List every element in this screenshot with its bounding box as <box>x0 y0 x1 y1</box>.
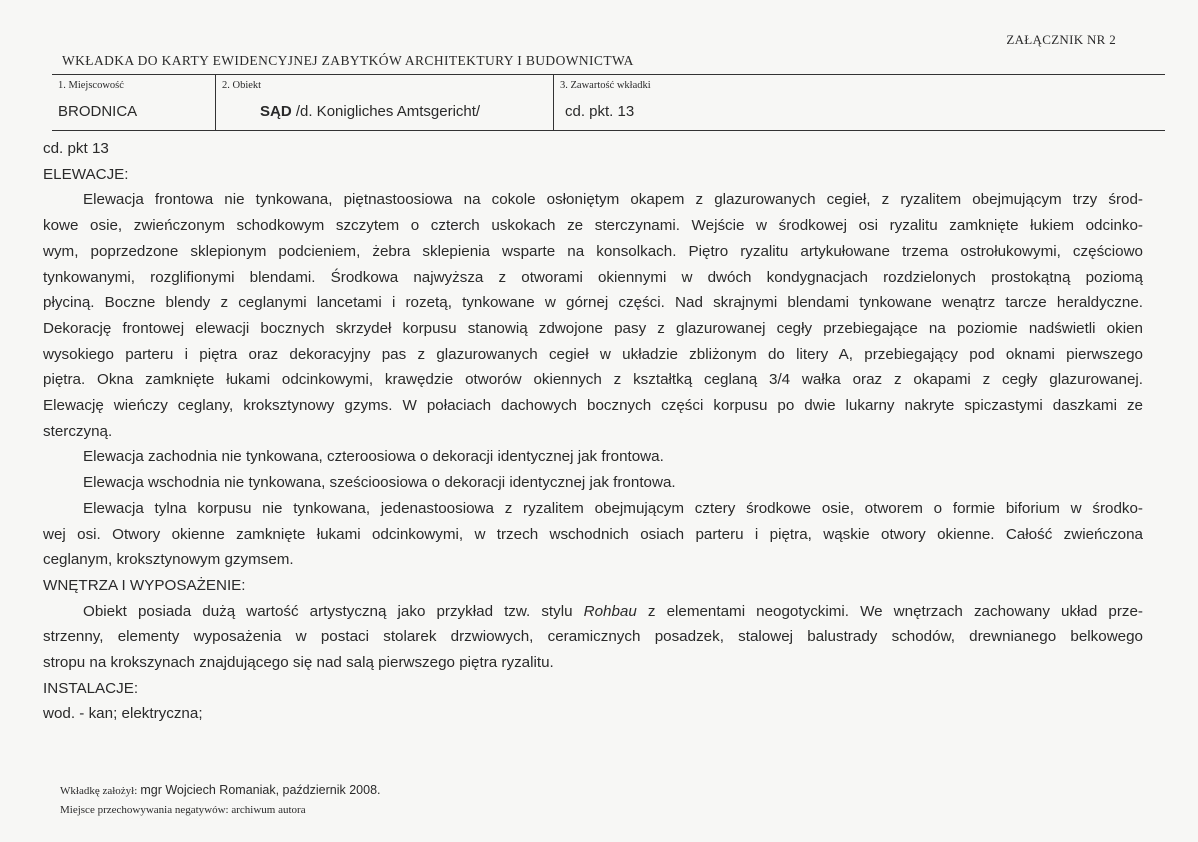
interiors-text: z elementami neogotyckimi. We wnętrzach zachowany układ prze- <box>636 602 1143 620</box>
paragraph-line: tynkowanymi, rozglifionymi blendami. Środkowa najwyższa z otworami okiennymi w dwóch kondygnacjach rozdzielonych prostokątną poziomą <box>43 268 1143 286</box>
installations-value: wod. - kan; elektryczna; <box>43 705 203 723</box>
rohbau-term: Rohbau <box>583 602 637 620</box>
header-table <box>52 74 1165 131</box>
object-value <box>260 103 480 120</box>
attachment-number: ZAŁĄCZNIK NR 2 <box>1006 32 1116 47</box>
object-label: 2. Obiekt <box>222 80 262 91</box>
paragraph-line: Elewacja tylna korpusu nie tynkowana, jedenastoosiowa z ryzalitem obejmującym cztery środkowe osie, otworem o formie biforium w środko- <box>83 499 1143 517</box>
author-label: Wkładkę założył: <box>60 785 138 797</box>
paragraph-line: piętra. Okna zamknięte łukami odcinkowymi, krawędzie otworów okiennych z kształtką ceglaną 3/4 wałka oraz z okapami z cegły glazurowanej. <box>43 371 1143 389</box>
rear-elevation-paragraph <box>43 496 1143 573</box>
contents-label: 3. Zawartość wkładki <box>560 80 651 91</box>
form-title: WKŁADKA DO KARTY EWIDENCYJNEJ ZABYTKÓW ARCHITEKTURY I BUDOWNICTWA <box>62 53 634 68</box>
paragraph-line: kowe osie, zwieńczonym schodkowym szczytem o czterch uskokach ze sterczynami. Wejście w środkowej osi ryzalitu zamknięte łukiem odcinko- <box>43 217 1143 235</box>
paragraph-line: wysokiego parteru i piętra oraz dekoracyjny pas z glazurowanych cegieł w układzie zbliżonym do litery A, przebiegający pod oknami pierwszego <box>43 345 1143 363</box>
author-row <box>60 781 381 801</box>
object-name: SĄD <box>260 103 292 120</box>
paragraph-line: sterczyną. <box>43 422 113 440</box>
card-content <box>43 136 1143 727</box>
paragraph-line: Elewację wieńczy ceglany, kroksztynowy gzyms. W połaciach dachowych bocznych części korpusu po dwie lukarny nakryte spiczastymi daszkami ze <box>43 397 1143 415</box>
paragraph-line: ceglanym, kroksztynowym gzymsem. <box>43 551 294 569</box>
contents-value: cd. pkt. 13 <box>565 103 635 120</box>
storage-value: archiwum autora <box>231 804 306 816</box>
interiors-paragraph <box>43 599 1143 676</box>
object-note: /d. Konigliches Amtsgericht/ <box>291 103 481 120</box>
interiors-text: Obiekt posiada dużą wartość artystyczną jako przykład tzw. stylu <box>83 602 584 620</box>
paragraph-line: Elewacja frontowa nie tynkowana, piętnastoosiowa na cokole osłoniętym okapem z glazurowanych cegieł, z ryzalitem obejmującym trzy środ- <box>83 191 1143 209</box>
object-cell <box>215 75 554 130</box>
paragraph-line <box>43 599 1143 625</box>
storage-label: Miejsce przechowywania negatywów: <box>60 804 229 816</box>
west-elevation-paragraph: Elewacja zachodnia nie tynkowana, czteroosiowa o dekoracji identycznej jak frontowa. <box>83 448 664 466</box>
author-value: mgr Wojciech Romaniak, październik 2008. <box>140 783 381 797</box>
interiors-heading: WNĘTRZA I WYPOSAŻENIE: <box>43 576 246 594</box>
continuation-note: cd. pkt 13 <box>43 140 109 157</box>
footer <box>60 781 381 820</box>
elevations-heading: ELEWACJE: <box>43 165 129 183</box>
installations-heading: INSTALACJE: <box>43 679 139 697</box>
paragraph-line: strzenny, elementy wyposażenia w postaci stolarek drzwiowych, ceramicznych posadzek, stalowej balustrady schodów, drewnianego belkowego <box>43 628 1143 646</box>
paragraph-line: wej osi. Otwory okienne zamknięte łukami odcinkowymi, w trzech wschodnich osiach parteru i piętra, wąskie otwory okienne. Całość zwieńczona <box>43 525 1143 543</box>
locality-value: BRODNICA <box>58 103 138 120</box>
locality-cell <box>52 75 215 130</box>
locality-label: 1. Miejscowość <box>58 80 124 91</box>
paragraph-line: płyciną. Boczne blendy z ceglanymi lancetami i rozetą, tynkowane w górnej części. Nad skrajnymi blendami tynkowane wenątrz tarcze heraldyczne. <box>43 294 1143 312</box>
east-elevation-paragraph: Elewacja wschodnia nie tynkowana, sześcioosiowa o dekoracji identycznej jak frontowa. <box>83 474 676 492</box>
storage-row <box>60 801 381 820</box>
contents-cell <box>553 75 1165 130</box>
front-elevation-paragraph <box>43 187 1143 444</box>
paragraph-line: stropu na krokszynach znajdującego się nad salą pierwszego piętra ryzalitu. <box>43 654 554 672</box>
paragraph-line: wym, poprzedzone sklepionym podcieniem, żebra sklepienia wsparte na konsolkach. Piętro ryzalitu artykułowane trzema ostrołukowymi, częściowo <box>43 242 1143 260</box>
paragraph-line: Dekorację frontowej elewacji bocznych skrzydeł korpusu stanowią zdwojone pasy z glazurowanej cegły przebiegające na poziomie nadświetli okien <box>43 319 1143 337</box>
